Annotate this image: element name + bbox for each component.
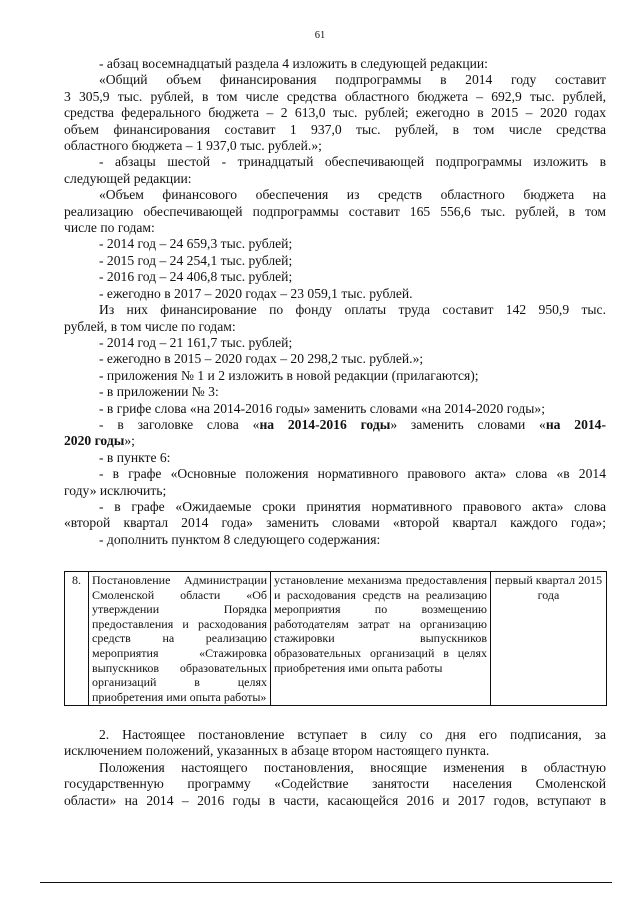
heading-replacement-line-end bbox=[64, 433, 606, 449]
text-line: - в графе «Ожидаемые сроки принятия нормативного правового акта» слова bbox=[99, 498, 606, 514]
page-number: 61 bbox=[314, 30, 326, 41]
text-line: - 2014 год – 21 161,7 тыс. рублей; bbox=[99, 334, 293, 350]
bold-fragment: на 2014-2016 годы bbox=[259, 416, 391, 432]
text-line: «второй квартал 2014 года» заменить словами «второй квартал каждого года»; bbox=[64, 515, 606, 531]
text-line: Из них финансирование по фонду оплаты труда составит 142 950,9 тыс. bbox=[99, 302, 606, 318]
text-line: «Объем финансового обеспечения из средств областного бюджета на bbox=[99, 187, 606, 203]
table-cell-deadline: первый квартал 2015 года bbox=[491, 572, 607, 706]
text-line: 2. Настоящее постановление вступает в силу со дня его подписания, за bbox=[99, 727, 606, 742]
text-line: - в грифе слова «на 2014-2016 годы» заменить словами «на 2014-2020 годы»; bbox=[99, 400, 545, 416]
text-line: - 2015 год – 24 254,1 тыс. рублей; bbox=[99, 252, 293, 268]
table-row bbox=[65, 572, 607, 706]
text-line: - абзац восемнадцатый раздела 4 изложить в следующей редакции: bbox=[99, 56, 488, 71]
text-line: - 2014 год – 24 659,3 тыс. рублей; bbox=[99, 236, 293, 252]
text-fragment: » заменить словами « bbox=[390, 416, 546, 432]
text-line: числе по годам: bbox=[64, 220, 155, 236]
text-line: - ежегодно в 2015 – 2020 годах – 20 298,2 тыс. рублей.»; bbox=[99, 351, 424, 367]
text-line: следующей редакции: bbox=[64, 170, 192, 186]
text-line: 3 305,9 тыс. рублей, в том числе средства областного бюджета – 692,9 тыс. рублей, bbox=[64, 88, 606, 104]
text-line: - ежегодно в 2017 – 2020 годах – 23 059,1 тыс. рублей. bbox=[99, 285, 413, 301]
text-line: - в пункте 6: bbox=[99, 449, 171, 465]
table-cell-number: 8. bbox=[65, 572, 89, 706]
bold-fragment: 2020 годы bbox=[64, 433, 125, 449]
text-line: - приложения № 1 и 2 изложить в новой редакции (прилагаются); bbox=[99, 367, 479, 383]
text-line: - дополнить пунктом 8 следующего содержания: bbox=[99, 531, 381, 547]
item-8-table bbox=[64, 571, 607, 706]
heading-replacement-line bbox=[64, 417, 606, 433]
text-fragment: »; bbox=[124, 433, 135, 449]
text-line: - абзацы шестой - тринадцатый обеспечивающей подпрограммы изложить в bbox=[99, 154, 606, 170]
amendments-text bbox=[64, 56, 606, 548]
closing-text bbox=[64, 727, 606, 809]
text-line: исключением положений, указанных в абзаце втором настоящего пункта. bbox=[64, 743, 490, 759]
text-line: - 2016 год – 24 406,8 тыс. рублей; bbox=[99, 269, 293, 285]
page-bottom-rule bbox=[40, 882, 612, 883]
table-cell-act-title: Постановление Администрации Смоленской области «Об утверждении Порядка предоставления и расходования средств на реализацию мероприятия «Стажировка выпускников образовательных организаций в целях приобретения ими опыта работы» bbox=[89, 572, 271, 706]
text-line: области» на 2014 – 2016 годы в части, касающейся 2016 и 2017 годов, вступают в bbox=[64, 792, 606, 808]
bold-fragment: на 2014- bbox=[545, 416, 606, 432]
text-fragment: - в заголовке слова « bbox=[99, 416, 260, 432]
text-line: рублей, в том числе по годам: bbox=[64, 318, 236, 334]
text-line: году» исключить; bbox=[64, 482, 167, 498]
text-line: средства федерального бюджета – 2 613,0 тыс. рублей; ежегодно в 2015 – 2020 годах bbox=[64, 105, 606, 121]
text-line: государственную программу «Содействие занятости населения Смоленской bbox=[64, 776, 606, 792]
text-line: - в графе «Основные положения нормативного правового акта» слова «в 2014 bbox=[99, 466, 606, 482]
text-line: областного бюджета – 1 937,0 тыс. рублей.»; bbox=[64, 138, 322, 154]
table-cell-provisions: установление механизма предоставления и расходования средств на реализацию мероприятия по возмещению работодателям затрат на организацию стажировки выпускников образовательных организаций в целях приобретения ими опыта работы bbox=[271, 572, 491, 706]
text-line: - в приложении № 3: bbox=[99, 384, 219, 400]
text-line: Положения настоящего постановления, вносящие изменения в областную bbox=[99, 759, 606, 775]
text-line: «Общий объем финансирования подпрограммы в 2014 году составит bbox=[99, 72, 606, 88]
text-line: объем финансирования составит 1 937,0 тыс. рублей, в том числе средства bbox=[64, 121, 606, 137]
text-line: реализацию обеспечивающей подпрограммы составит 165 556,6 тыс. рублей, в том bbox=[64, 203, 606, 219]
